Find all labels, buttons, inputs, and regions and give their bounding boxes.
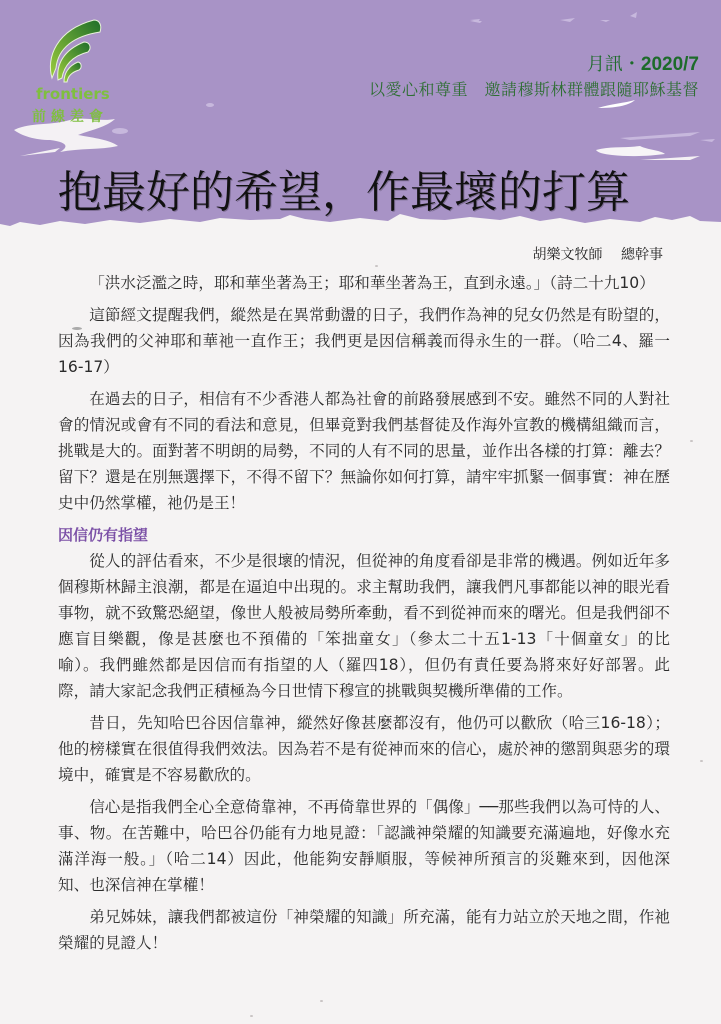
logo-name-zh: 前線差會 <box>32 109 108 125</box>
paper-speck <box>320 1000 323 1002</box>
logo-name-en: frontiers <box>36 85 110 103</box>
section-subheading: 因信仍有指望 <box>58 526 149 544</box>
article-author: 胡樂文牧師 總幹事 <box>532 247 663 263</box>
article-body <box>58 270 670 962</box>
paper-speck <box>700 760 703 762</box>
paragraph: 在過去的日子，相信有不少香港人都為社會的前路發展感到不安。雖然不同的人對社會的情況或會有不同的看法和意見，但畢竟對我們基督徒及作海外宣教的機構組織而言，挑戰是大的。面對著不明朗的局勢，不同的人有不同的思量，並作出各樣的打算：離去？留下？還是在別無選擇下，不得不留下？無論你如何打算，請牢牢抓緊一個事實：神在歷史中仍然掌權，祂仍是王！ <box>58 390 670 512</box>
issue-label <box>587 50 699 76</box>
article-title: 抱最好的希望，作最壞的打算 <box>58 167 630 218</box>
paragraph: 弟兄姊妹，讓我們都被這份「神榮耀的知識」所充滿，能有力站立於天地之間，作祂榮耀的見證人！ <box>58 908 670 952</box>
paper-speck <box>375 265 378 267</box>
paper-speck <box>690 440 693 442</box>
paper-speck <box>250 1015 253 1017</box>
tagline: 以愛心和尊重 邀請穆斯林群體跟隨耶穌基督 <box>368 80 699 99</box>
frontiers-logo <box>30 18 120 128</box>
paragraph: 這節經文提醒我們，縱然是在異常動盪的日子，我們作為神的兒女仍然是有盼望的，因為我們的父神耶和華祂一直作王；我們更是因信稱義而得永生的一群。（哈二4、羅一16-17） <box>58 306 670 376</box>
issue-date: 2020/7 <box>640 54 699 75</box>
paragraph: 昔日，先知哈巴谷因信靠神，縱然好像甚麼都沒有，他仍可以歡欣（哈三16-18）；他的榜樣實在很值得我們效法。因為若不是有從神而來的信心，處於神的懲罰與惡劣的環境中，確實是不容易歡欣的。 <box>58 714 670 784</box>
frontiers-leaf-icon <box>42 18 104 86</box>
scripture-quote: 「洪水泛濫之時，耶和華坐著為王；耶和華坐著為王，直到永遠。」（詩二十九10） <box>89 274 655 292</box>
issue-type: 月訊・ <box>586 54 641 75</box>
paper-speck <box>72 327 82 330</box>
paragraph: 信心是指我們全心全意倚靠神，不再倚靠世界的「偶像」──那些我們以為可恃的人、事、物。在苦難中，哈巴谷仍能有力地見證：「認識神榮耀的知識要充滿遍地，好像水充滿洋海一般。」（哈二14）因此，他能夠安靜順服，等候神所預言的災難來到，因他深知、也深信神在掌權！ <box>58 798 670 894</box>
paragraph: 從人的評估看來，不少是很壞的情況，但從神的角度看卻是非常的機遇。例如近年多個穆斯林歸主浪潮，都是在逼迫中出現的。求主幫助我們，讓我們凡事都能以神的眼光看事物，就不致驚恐絕望，像世人般被局勢所牽動，看不到從神而來的曙光。但是我們卻不應盲目樂觀，像是甚麼也不預備的「笨拙童女」（參太二十五1-13「十個童女」的比喻）。我們雖然都是因信而有指望的人（羅四18），但仍有責任要為將來好好部署。此際，請大家記念我們正積極為今日世情下穆宣的挑戰與契機所準備的工作。 <box>58 552 670 700</box>
